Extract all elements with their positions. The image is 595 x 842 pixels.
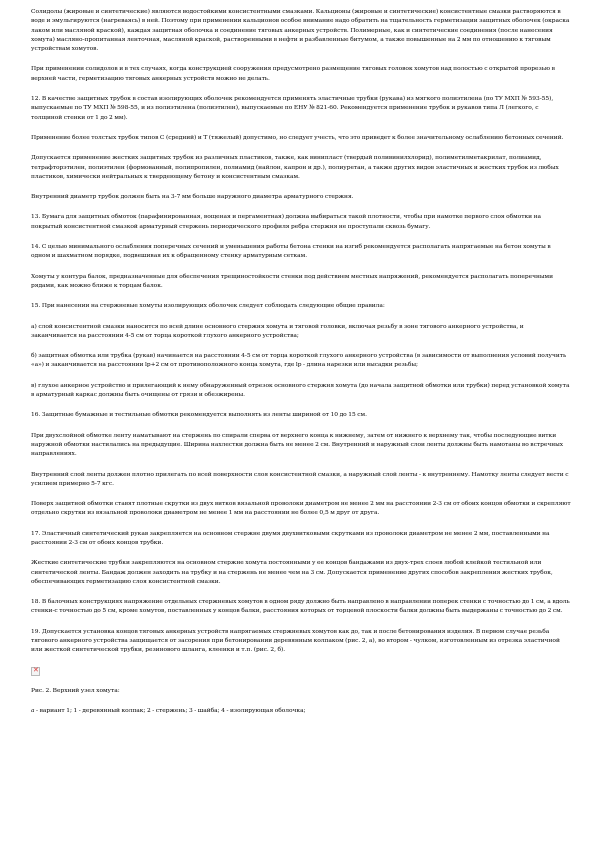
paragraph-4: Применение более толстых трубок типов С (средний) и Т (тяжелый) допустимо, но следует учесть, что это приведет к более значительному ослаблению бетонных сечений. xyxy=(31,134,564,141)
paragraph-8: 14. С целью минимального ослабления поперечных сечений и уменьшения работы бетона стенки на изгиб рекомендуется располагать напрягаемые на бетон хомуты в одном и шахматном порядке, подвешивая их к обращенному стенку арматурным сеткам. xyxy=(31,244,551,260)
figure-legend xyxy=(31,707,571,716)
paragraph-20: 18. В балочных конструкциях напряжение отдельных стержневых хомутов в одном ряду должно быть направлено в направлении поперек стенки с точностью до 1 см, а вдоль стенки-с точностью до 5 см, кроме хомутов, поставленных у концов балки, расстояния которых от торцевой плоскости балки должны быть выдержаны с точностью до 2 см. xyxy=(31,599,570,615)
paragraph-16: Внутренний слой ленты должен плотно прилегать по всей поверхности слоя консистентной смазки, а наружный слой ленты - к внутреннему. Намотку ленты следует вести с усилием примерно 5-7 кгс. xyxy=(31,471,569,487)
paragraph-1: Солидолы (жировые и синтетические) являются водостойкими консистентными смазками. Кальционы (жировые и синтетические) консистентные смазки растворяются в воде и эмульгируются (нагреваясь) в ней. Поэтому при применении кальционов особое внимание надо обратить на тщательность герметизации защитных оболочек (окраска лаком или масляной краской), каждая защитная оболочка и соединение тяговых анкерных устройств. Полимерные, как и синтетические соединения (после нанесения хомута) масляно-пропитанная ленточная, масляной краской, растворенными в нефти и разбавленные битумом, а также повышенные на 2 мм по отношению к тяговым устройствам хомутов. xyxy=(31,9,570,53)
broken-image-icon[interactable]: ✕ xyxy=(33,665,39,674)
paragraph-17: Поверх защитной обмотки ставят плотные скрутки из двух витков вязальной проволоки диаметром не менее 2 мм на расстоянии 2-3 см от обоих концов обмотки и скрепляют отдельно скрутки из вязальной проволоки диаметром не менее 1 мм на расстоянии не более 0,5 м друг от друга. xyxy=(31,501,571,517)
paragraph-5: Допускается применение жестких защитных трубок из различных пластиков, также, как винипласт (твердый поливинилхлорид), полиметилметакрилат, полиамид, тетрафторэтилен, полиэтилен (формованный, полипропилен, полиамид (найлон, капрон и др.), полиуретан, а также других видов эластичных и жестких трубок из любых пластиков, химически нейтральных к твердеющему бетону и консистентным смазкам. xyxy=(31,155,559,180)
paragraph-21: 19. Допускается установка концов тяговых анкерных устройств напрягаемых стержневых хомутов как до, так и после бетонирования изделия. В первом случае резьба тягового анкерного устройства защищается от засорения при бетонировании деревянным колпаком (рис. 2, а), во втором - чулком, изготовленным из отрезка эластичной или жесткой синтетической трубки, резинового шланга, клеенки и т.п. (рис. 2, б). xyxy=(31,628,560,654)
paragraph-18: 17. Эластичный синтетический рукав закрепляется на основном стержне двумя двухвитковыми скрутками из проволоки диаметром не менее 2 мм, поставленными на расстоянии 2-3 см от обоих концов трубки. xyxy=(31,530,550,546)
paragraph-15: При двухслойной обмотке ленту наматывают на стержень по спирали сперва от верхнего конца к нижнему, затем от нижнего к верхнему так, чтобы последующие витки наружной обмотки настилались на предыдущие. Ширина нахлестки должна быть не менее 2 см. Внутренний и наружный слои ленты должны быть намотаны во встречных направлениях. xyxy=(31,432,564,458)
paragraph-11: а) слой консистентной смазки наносится по всей длине основного стержня хомута и тяговой головки, включая резьбу в зоне тягового анкерного устройства, и заканчивается на расстоянии 4-5 см от торца короткой глухого анкерного устройства; xyxy=(31,323,524,339)
paragraph-2: При применении солидолов и в тех случаях, когда конструкцией сооружения предусмотрено размещение тяговых головок хомутов над полостью с открытой прорезью в верхней части, герметизацию тяговых анкерных устройств можно не делать. xyxy=(31,66,555,82)
paragraph-7: 13. Бумага для защитных обмоток (парафинированная, вощеная и пергаментная) должна выбираться такой плотности, чтобы при намотке первого слоя обмотки на покрытый консистентной смазкой арматурный стержень периодического профиля ребра стержня не проступали сквозь бумагу. xyxy=(31,214,542,230)
paragraph-6: Внутренний диаметр трубок должен быть на 3-7 мм больше наружного диаметра арматурного стержня. xyxy=(31,194,354,201)
figure-legend-mark: а xyxy=(31,707,35,714)
figure-caption: Рис. 2. Верхний узел хомута: xyxy=(31,687,120,694)
paragraph-13: в) глухое анкерное устройство и прилегающий к нему обнаруженный отрезок основного стержня хомута (до начала защитной обмотки или трубки) перед установкой хомута в арматурный каркас должны быть очищены от грязи и обезжирены. xyxy=(31,382,570,399)
paragraph-14: 16. Защитные бумажные и тестильные обмотки рекомендуется выполнять из ленты шириной от 10 до 15 см. xyxy=(31,412,367,419)
paragraph-10: 15. При нанесении на стержневые хомуты изолирующих оболочек следует соблюдать следующие общие правила: xyxy=(31,303,385,310)
paragraph-3: 12. В качестве защитных трубок в состав изолирующих оболочек рекомендуется применять эластичные трубки (рукава) из мягкого полиэтилена (по ТУ МХП № 593-55), выпускаемые по ТУ МХП № 598-55, и из полиэтилена (полиэтилен), выпускаемые по ЕНУ № 821-60. Рекомендуется применение трубок и рукавов типа Л (легкого, с толщиной стенки от 1 до 2 мм). xyxy=(31,96,554,121)
paragraph-12: б) защитная обмотка или трубка (рукав) начинается на расстоянии 4-5 см от торца короткой глухого анкерного устройства (в зависимости от выполнения условий получить «а») и заканчивается на расстоянии lр+2 см от противоположного конца хомута, где lр - длина нарезки или высадки резьбы; xyxy=(31,353,567,369)
paragraph-19: Жесткие синтетические трубки закрепляются на основном стержне хомута постоянными у ее концов бандажами из двух-трех слоев любой клейкой тестильной или синтетической ленты. Бандаж должен заходить на трубку и на стержень не менее чем на 3 см. Допускается применение других способов закрепления жестких трубок, обеспечивающих герметизацию слоя консистентной смазки. xyxy=(31,560,553,585)
paragraph-9: Хомуты у контура балок, предназначенные для обеспечения трещиностойкости стенки под действием местных напряжений, рекомендуется располагать поперечными рядами, как можно ближе к торцам балок. xyxy=(31,273,554,289)
figure-legend-text: - вариант 1; 1 - деревянный колпак; 2 - стержень; 3 - шайба; 4 - изолирующая оболочка; xyxy=(34,707,306,714)
